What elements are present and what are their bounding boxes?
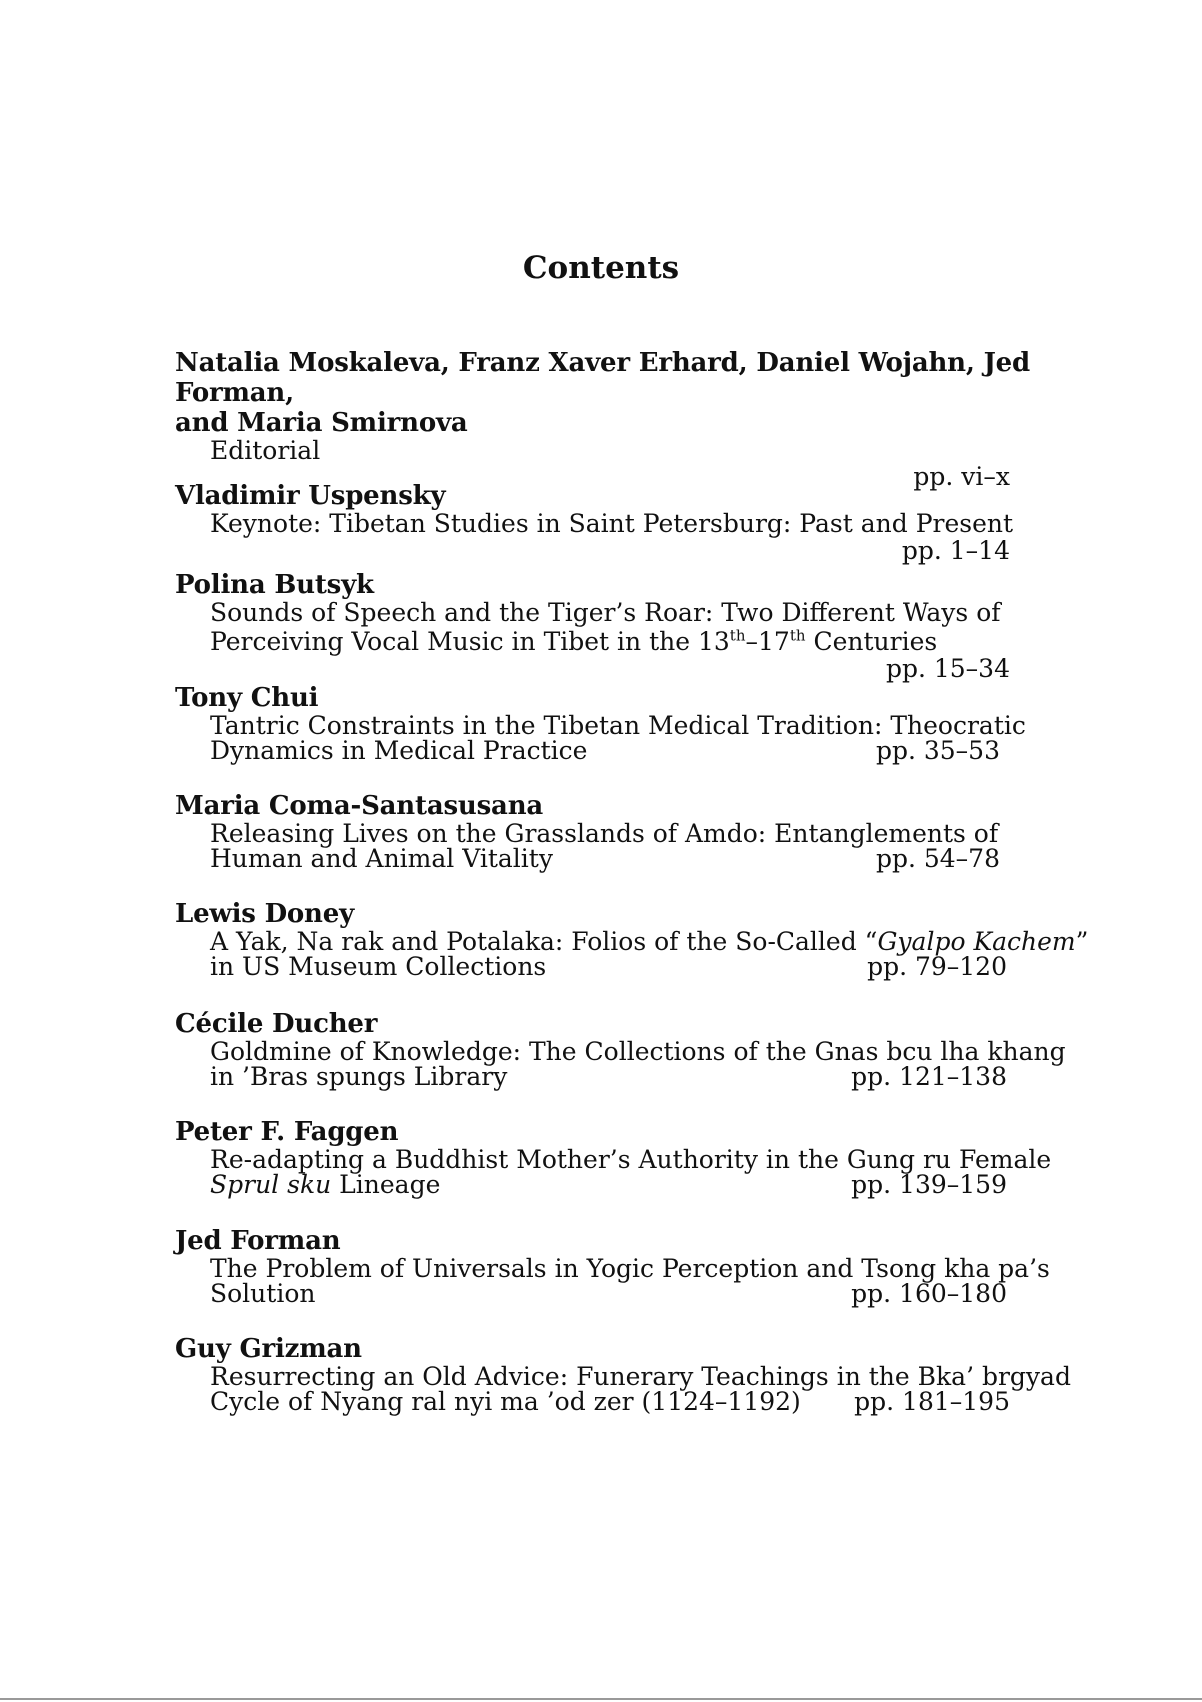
entry-author: Peter F. Faggen	[175, 1117, 399, 1147]
entry-title: Goldmine of Knowledge: The Collections of the Gnas bcu lha khang	[210, 1037, 1066, 1066]
entry-pages[interactable]: pp. 160–180	[851, 1279, 1007, 1308]
entry-author: Natalia Moskaleva, Franz Xaver Erhard, Daniel Wojahn, Jed Forman,	[175, 348, 1031, 408]
entry-pages[interactable]: pp. 181–195	[854, 1387, 1010, 1416]
entry-title: Dynamics in Medical Practice pp. 35–53	[210, 736, 1000, 765]
entry-title: Human and Animal Vitality pp. 54–78	[210, 844, 1000, 873]
entry-pages[interactable]: pp. 54–78	[875, 844, 1000, 873]
entry-title: Re-adapting a Buddhist Mother’s Authority in the Gung ru Female	[210, 1145, 1052, 1174]
entry-title: Editorial	[210, 436, 321, 465]
page-bottom-divider	[0, 1698, 1202, 1700]
entry-title: Cycle of Nyang ral nyi ma ’od zer (1124–1192) pp. 181–195	[210, 1387, 1010, 1416]
entry-title: Sprul sku Lineage pp. 139–159	[210, 1170, 1007, 1199]
toc-entry	[175, 570, 1035, 684]
entry-pages[interactable]: pp. 79–120	[867, 952, 1007, 981]
entry-pages[interactable]: pp. 35–53	[875, 736, 1000, 765]
toc-entry	[175, 683, 1035, 763]
toc-entry	[175, 1334, 1071, 1416]
entry-author: Jed Forman	[175, 1226, 341, 1256]
toc-entry	[175, 1009, 1066, 1091]
entry-pages[interactable]: pp. 139–159	[851, 1170, 1007, 1199]
entry-author: Guy Grizman	[175, 1334, 362, 1364]
entry-title: A Yak, Na rak and Potalaka: Folios of the So-Called “Gyalpo Kachem”	[210, 927, 1089, 956]
toc-entry	[175, 899, 1089, 981]
entry-pages[interactable]: pp. 121–138	[851, 1062, 1007, 1091]
entry-author: and Maria Smirnova	[175, 408, 468, 438]
entry-title: Perceiving Vocal Music in Tibet in the 13th–17th Centuries	[210, 626, 938, 656]
entry-title: in US Museum Collections pp. 79–120	[210, 952, 1007, 981]
page-title: Contents	[522, 250, 680, 286]
entry-title: The Problem of Universals in Yogic Perception and Tsong kha pa’s	[210, 1254, 1050, 1283]
entry-title: in ’Bras spungs Library pp. 121–138	[210, 1062, 1007, 1091]
entry-title: Tantric Constraints in the Tibetan Medical Tradition: Theocratic	[210, 711, 1026, 740]
entry-title: Solution pp. 160–180	[210, 1279, 1007, 1308]
entry-author: Vladimir Uspensky	[175, 481, 446, 511]
entry-author: Polina Butsyk	[175, 570, 374, 600]
entry-author: Lewis Doney	[175, 899, 355, 929]
entry-title: Sounds of Speech and the Tiger’s Roar: Two Different Ways of	[210, 598, 1001, 627]
entry-title: Keynote: Tibetan Studies in Saint Petersburg: Past and Present	[210, 509, 1014, 538]
entry-pages[interactable]: pp. vi–x	[913, 462, 1010, 491]
entry-title: Resurrecting an Old Advice: Funerary Teachings in the Bka’ brgyad	[210, 1362, 1071, 1391]
entry-title: Releasing Lives on the Grasslands of Amdo: Entanglements of	[210, 819, 999, 848]
toc-entry	[175, 348, 1035, 491]
toc-entry	[175, 481, 1035, 566]
entry-pages[interactable]: pp. 15–34	[885, 654, 1010, 683]
toc-entry	[175, 791, 1035, 871]
entry-author: Tony Chui	[175, 683, 319, 713]
entry-pages[interactable]: pp. 1–14	[901, 536, 1010, 565]
entry-author: Maria Coma-Santasusana	[175, 791, 544, 821]
entry-author: Cécile Ducher	[175, 1009, 378, 1039]
toc-entry	[175, 1226, 1050, 1308]
toc-entry	[175, 1117, 1052, 1199]
